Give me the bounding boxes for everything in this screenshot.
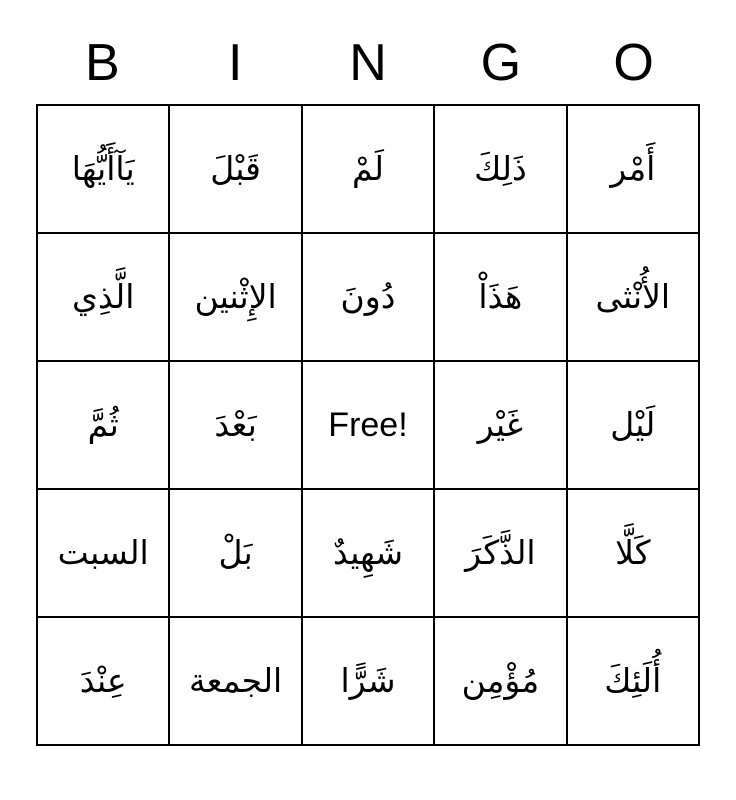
bingo-cell-text: الجمعة (188, 661, 283, 701)
bingo-cell-text: عِنْدَ (79, 661, 127, 701)
bingo-cell[interactable] (37, 105, 169, 233)
bingo-cell[interactable] (302, 489, 434, 617)
bingo-cell-text: الَّذِي (72, 277, 135, 317)
bingo-cell-text: غَيْر (477, 405, 524, 445)
bingo-cell[interactable] (434, 233, 566, 361)
bingo-cell[interactable] (434, 617, 566, 745)
bingo-cell-text: يَآأَيُّهَا (71, 149, 135, 189)
bingo-cell-text: كَلَّا (615, 533, 651, 573)
bingo-cell-text: أُلَئِكَ (604, 661, 662, 701)
bingo-grid (36, 104, 700, 746)
bingo-cell-text: أَمْر (610, 149, 656, 189)
bingo-cell[interactable] (567, 105, 699, 233)
bingo-cell[interactable] (434, 361, 566, 489)
bingo-cell-text: قَبْلَ (210, 149, 261, 189)
bingo-cell-text: ذَلِكَ (474, 149, 527, 189)
bingo-cell-text: ثُمَّ (87, 405, 119, 445)
bingo-header-letter-b: B (85, 34, 120, 92)
bingo-cell-text: هَذَاْ (478, 277, 523, 317)
bingo-cell[interactable] (169, 105, 301, 233)
bingo-header-letter-i: I (227, 34, 243, 92)
bingo-row (37, 617, 699, 745)
bingo-cell-text: السبت (57, 533, 149, 573)
bingo-cell[interactable] (37, 233, 169, 361)
bingo-free-label: Free! (328, 405, 408, 444)
bingo-cell[interactable] (37, 489, 169, 617)
bingo-cell-text: لَيْل (610, 405, 656, 445)
bingo-row (37, 489, 699, 617)
bingo-cell-text: الإِثْنين (194, 277, 277, 317)
bingo-cell[interactable] (302, 233, 434, 361)
bingo-cell-free[interactable] (302, 361, 434, 489)
bingo-cell-text: شَرًّا (340, 661, 396, 701)
bingo-cell[interactable] (567, 233, 699, 361)
bingo-cell-text: شَهِيدٌ (332, 533, 404, 573)
bingo-cell[interactable] (567, 489, 699, 617)
bingo-header-letter-o: O (613, 34, 654, 92)
bingo-cell-text: مُؤْمِن (461, 661, 540, 701)
bingo-cell[interactable] (302, 105, 434, 233)
bingo-cell[interactable] (169, 233, 301, 361)
bingo-cell-text: بَلْ (218, 533, 253, 573)
bingo-header-letter-g: G (480, 34, 522, 92)
bingo-cell-text: دُونَ (340, 277, 396, 317)
bingo-header-row (36, 28, 700, 98)
bingo-cell[interactable] (169, 489, 301, 617)
bingo-cell-text: بَعْدَ (214, 405, 257, 445)
bingo-cell-text: الأُنْثى (595, 277, 671, 317)
bingo-cell[interactable] (169, 617, 301, 745)
bingo-row (37, 361, 699, 489)
bingo-cell[interactable] (302, 617, 434, 745)
bingo-row (37, 105, 699, 233)
bingo-cell[interactable] (434, 489, 566, 617)
bingo-cell[interactable] (567, 617, 699, 745)
bingo-cell-text: لَمْ (351, 149, 384, 189)
bingo-header-letter-n: N (349, 34, 387, 92)
bingo-cell[interactable] (567, 361, 699, 489)
bingo-cell[interactable] (434, 105, 566, 233)
bingo-cell[interactable] (37, 617, 169, 745)
bingo-cell[interactable] (37, 361, 169, 489)
bingo-row (37, 233, 699, 361)
bingo-cell-text: الذَّكَرَ (465, 533, 536, 573)
bingo-cell[interactable] (169, 361, 301, 489)
